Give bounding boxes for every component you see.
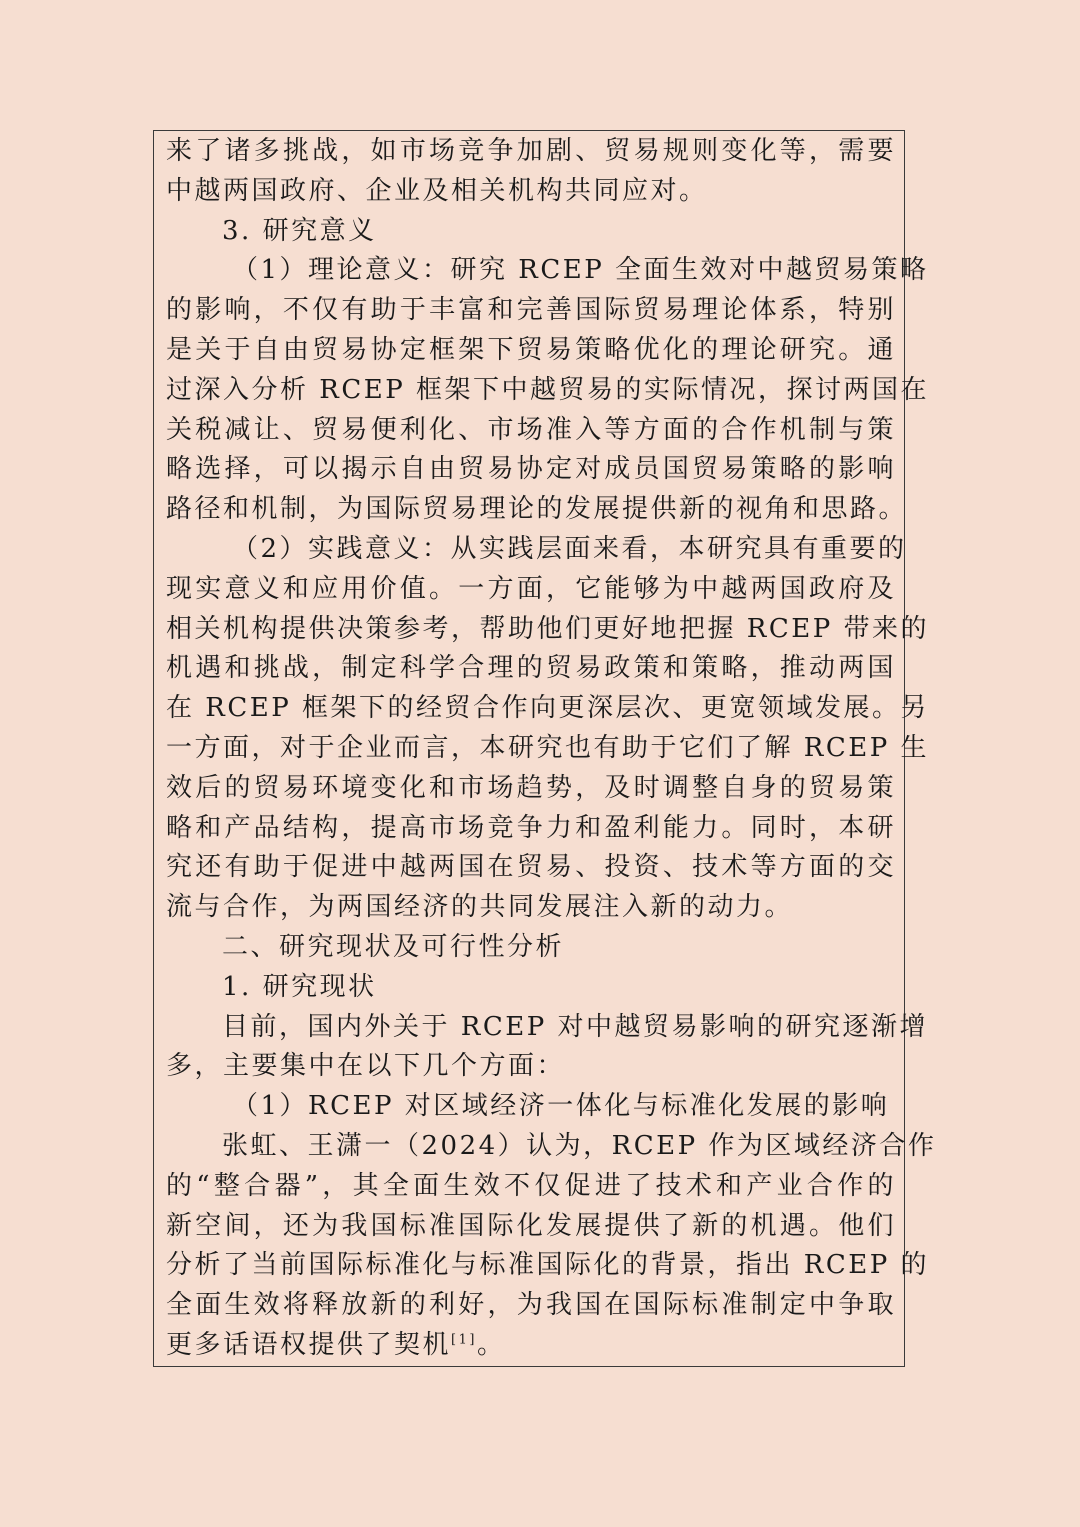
- final-punct: 。: [476, 1329, 506, 1360]
- text-line: 新空间，还为我国标准国际化发展提供了新的机遇。他们: [166, 1210, 896, 1241]
- text-line: 目前，国内外关于 RCEP 对中越贸易影响的研究逐渐增: [222, 1011, 928, 1042]
- text-line: 效后的贸易环境变化和市场趋势，及时调整自身的贸易策: [166, 772, 896, 803]
- text-content: [166, 132, 937, 1366]
- text-line: 机遇和挑战，制定科学合理的贸易政策和策略，推动两国: [166, 653, 896, 684]
- text-line: 相关机构提供决策参考，帮助他们更好地把握 RCEP 带来的: [166, 613, 929, 644]
- text-line: 更多话语权提供了契机: [166, 1329, 452, 1360]
- text-line: 略选择，可以揭示自由贸易协定对成员国贸易策略的影响: [166, 454, 896, 485]
- section-heading: 3. 研究意义: [222, 215, 377, 246]
- text-line: 现实意义和应用价值。一方面，它能够为中越两国政府及: [166, 573, 896, 604]
- text-line: 一方面，对于企业而言，本研究也有助于它们了解 RCEP 生: [166, 732, 929, 763]
- text-box: [153, 130, 937, 1367]
- text-line: 中越两国政府、企业及相关机构共同应对。: [166, 175, 708, 206]
- section-heading: 1. 研究现状: [222, 971, 377, 1002]
- citation-ref[interactable]: [1]: [451, 1332, 477, 1348]
- subsection-heading: （1）RCEP 对区域经济一体化与标准化发展的影响: [232, 1091, 890, 1122]
- text-line: 张虹、王潇一（2024）认为，RCEP 作为区域经济合作: [222, 1130, 937, 1161]
- text-line: 流与合作，为两国经济的共同发展注入新的动力。: [166, 892, 794, 923]
- text-line: 究还有助于促进中越两国在贸易、投资、技术等方面的交: [166, 852, 896, 883]
- text-line: 过深入分析 RCEP 框架下中越贸易的实际情况，探讨两国在: [166, 374, 929, 405]
- text-line: 来了诸多挑战，如市场竞争加剧、贸易规则变化等，需要: [166, 136, 896, 166]
- text-line: 分析了当前国际标准化与标准国际化的背景，指出 RCEP 的: [166, 1250, 929, 1281]
- text-line: 略和产品结构，提高市场竞争力和盈利能力。同时，本研: [166, 812, 896, 843]
- text-line: 多，主要集中在以下几个方面：: [166, 1051, 566, 1082]
- last-line: [166, 1326, 896, 1366]
- text-line: 关税减让、贸易便利化、市场准入等方面的合作机制与策: [166, 414, 896, 445]
- section-heading: 二、研究现状及可行性分析: [222, 931, 565, 962]
- text-line: 路径和机制，为国际贸易理论的发展提供新的视角和思路。: [166, 494, 908, 525]
- text-line: 在 RCEP 框架下的经贸合作向更深层次、更宽领域发展。另: [166, 693, 929, 724]
- text-line: 全面生效将释放新的利好，为我国在国际标准制定中争取: [166, 1290, 896, 1321]
- text-line: 是关于自由贸易协定框架下贸易策略优化的理论研究。通: [166, 334, 896, 365]
- text-line: 的影响，不仅有助于丰富和完善国际贸易理论体系，特别: [166, 295, 896, 326]
- subsection-heading: （1）理论意义：研究 RCEP 全面生效对中越贸易策略: [232, 255, 929, 286]
- subsection-heading: （2）实践意义：从实践层面来看，本研究具有重要的: [232, 533, 907, 564]
- text-line: 的“整合器”，其全面生效不仅促进了技术和产业合作的: [166, 1170, 896, 1201]
